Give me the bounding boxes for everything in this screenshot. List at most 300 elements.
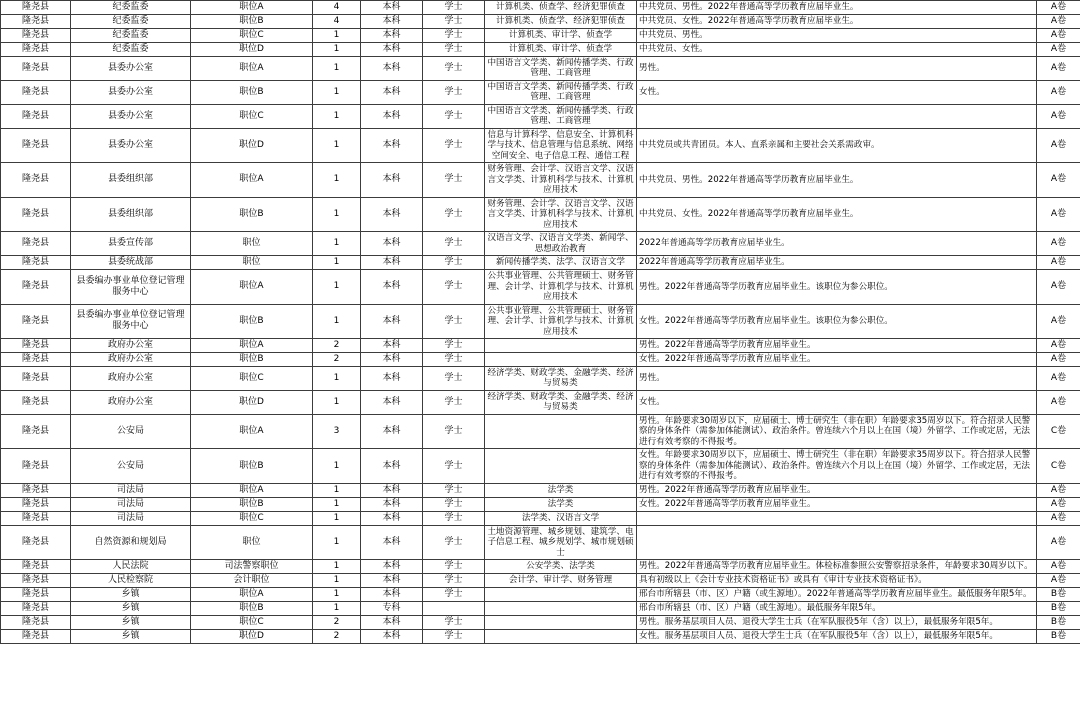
cell-conditions: 中共党员、男性。2022年普通高等学历教育应届毕业生。 — [637, 163, 1037, 197]
cell-majors: 经济学类、财政学类、金融学类、经济与贸易类 — [485, 366, 637, 390]
cell-unit: 纪委监委 — [71, 42, 191, 56]
cell-degree: 学士 — [423, 338, 485, 352]
table-row — [1, 574, 1080, 588]
cell-education: 本科 — [361, 414, 423, 448]
cell-degree: 学士 — [423, 104, 485, 128]
cell-unit: 公安局 — [71, 414, 191, 448]
cell-unit: 县委办公室 — [71, 128, 191, 162]
cell-position: 职位B — [191, 449, 313, 483]
cell-position: 职位A — [191, 270, 313, 304]
cell-paper-type: A卷 — [1037, 366, 1080, 390]
cell-count: 2 — [313, 616, 361, 630]
cell-majors — [485, 602, 637, 616]
cell-paper-type: A卷 — [1037, 483, 1080, 497]
cell-position: 职位A — [191, 414, 313, 448]
cell-conditions: 邢台市所辖县（市、区）户籍（或生源地）。2022年普通高等学历教育应届毕业生。最低服务年限5年。 — [637, 588, 1037, 602]
cell-position: 职位D — [191, 390, 313, 414]
cell-education: 本科 — [361, 497, 423, 511]
cell-unit: 自然资源和规划局 — [71, 525, 191, 559]
cell-position: 职位A — [191, 588, 313, 602]
cell-paper-type: A卷 — [1037, 338, 1080, 352]
table-row — [1, 366, 1080, 390]
cell-unit: 公安局 — [71, 449, 191, 483]
cell-county: 隆尧县 — [1, 270, 71, 304]
cell-count: 1 — [313, 128, 361, 162]
cell-conditions: 中共党员、女性。 — [637, 42, 1037, 56]
cell-county: 隆尧县 — [1, 449, 71, 483]
cell-county: 隆尧县 — [1, 574, 71, 588]
cell-county: 隆尧县 — [1, 80, 71, 104]
cell-education: 本科 — [361, 574, 423, 588]
cell-position: 职位B — [191, 497, 313, 511]
cell-unit: 政府办公室 — [71, 338, 191, 352]
cell-count: 1 — [313, 602, 361, 616]
table-row — [1, 525, 1080, 559]
cell-count: 2 — [313, 352, 361, 366]
cell-county: 隆尧县 — [1, 525, 71, 559]
cell-unit: 县委统战部 — [71, 256, 191, 270]
cell-education: 本科 — [361, 80, 423, 104]
cell-unit: 乡镇 — [71, 629, 191, 643]
cell-position: 职位D — [191, 42, 313, 56]
cell-majors: 中国语言文学类、新闻传播学类、行政管理、工商管理 — [485, 56, 637, 80]
cell-majors: 公共事业管理、公共管理硕士、财务管理、会计学、计算机学与技术、计算机应用技术 — [485, 270, 637, 304]
cell-paper-type: A卷 — [1037, 56, 1080, 80]
cell-degree: 学士 — [423, 256, 485, 270]
cell-education: 本科 — [361, 256, 423, 270]
table-row — [1, 616, 1080, 630]
cell-education: 本科 — [361, 128, 423, 162]
cell-unit: 人民检察院 — [71, 574, 191, 588]
table-row — [1, 28, 1080, 42]
cell-conditions: 女性。2022年普通高等学历教育应届毕业生。 — [637, 497, 1037, 511]
cell-position: 会计职位 — [191, 574, 313, 588]
cell-county: 隆尧县 — [1, 197, 71, 231]
cell-unit: 人民法院 — [71, 560, 191, 574]
cell-education: 本科 — [361, 449, 423, 483]
cell-degree: 学士 — [423, 588, 485, 602]
cell-majors — [485, 449, 637, 483]
cell-degree: 学士 — [423, 14, 485, 28]
cell-education: 本科 — [361, 270, 423, 304]
cell-paper-type: A卷 — [1037, 511, 1080, 525]
cell-county: 隆尧县 — [1, 588, 71, 602]
cell-degree: 学士 — [423, 483, 485, 497]
cell-conditions: 女性。 — [637, 80, 1037, 104]
cell-education: 本科 — [361, 232, 423, 256]
cell-degree: 学士 — [423, 56, 485, 80]
cell-unit: 司法局 — [71, 497, 191, 511]
cell-county: 隆尧县 — [1, 497, 71, 511]
table-row — [1, 629, 1080, 643]
cell-count: 1 — [313, 28, 361, 42]
cell-unit: 纪委监委 — [71, 14, 191, 28]
cell-count: 1 — [313, 80, 361, 104]
cell-count: 1 — [313, 42, 361, 56]
cell-count: 1 — [313, 511, 361, 525]
cell-position: 职位B — [191, 304, 313, 338]
cell-degree: 学士 — [423, 232, 485, 256]
cell-position: 职位A — [191, 483, 313, 497]
cell-unit: 县委办公室 — [71, 80, 191, 104]
table-row — [1, 352, 1080, 366]
cell-degree: 学士 — [423, 352, 485, 366]
cell-conditions: 男性。服务基层项目人员、退役大学生士兵（在军队服役5年（含）以上），最低服务年限5年。 — [637, 616, 1037, 630]
cell-county: 隆尧县 — [1, 163, 71, 197]
cell-majors: 法学类、汉语言文学 — [485, 511, 637, 525]
cell-education: 本科 — [361, 588, 423, 602]
cell-county: 隆尧县 — [1, 352, 71, 366]
cell-majors: 财务管理、会计学、汉语言文学、汉语言文学类、计算机科学与技术、计算机应用技术 — [485, 197, 637, 231]
cell-degree: 学士 — [423, 414, 485, 448]
cell-paper-type: A卷 — [1037, 304, 1080, 338]
cell-county: 隆尧县 — [1, 14, 71, 28]
table-row — [1, 256, 1080, 270]
cell-count: 1 — [313, 574, 361, 588]
cell-unit: 政府办公室 — [71, 390, 191, 414]
cell-county: 隆尧县 — [1, 511, 71, 525]
table-row — [1, 1, 1080, 15]
cell-count: 1 — [313, 588, 361, 602]
cell-majors: 汉语言文学、汉语言文学类、新闻学、思想政治教育 — [485, 232, 637, 256]
cell-count: 1 — [313, 270, 361, 304]
cell-county: 隆尧县 — [1, 1, 71, 15]
cell-count: 4 — [313, 14, 361, 28]
cell-conditions: 女性。 — [637, 390, 1037, 414]
table-row — [1, 449, 1080, 483]
cell-degree: 学士 — [423, 497, 485, 511]
cell-position: 职位C — [191, 616, 313, 630]
cell-majors: 中国语言文学类、新闻传播学类、行政管理、工商管理 — [485, 104, 637, 128]
cell-degree: 学士 — [423, 42, 485, 56]
cell-conditions: 中共党员或共青团员。本人、直系亲属和主要社会关系需政审。 — [637, 128, 1037, 162]
cell-education: 本科 — [361, 525, 423, 559]
cell-conditions: 2022年普通高等学历教育应届毕业生。 — [637, 256, 1037, 270]
cell-conditions — [637, 104, 1037, 128]
cell-paper-type: A卷 — [1037, 574, 1080, 588]
cell-unit: 县委组织部 — [71, 163, 191, 197]
cell-paper-type: A卷 — [1037, 232, 1080, 256]
cell-majors: 法学类 — [485, 483, 637, 497]
cell-education: 本科 — [361, 14, 423, 28]
cell-education: 本科 — [361, 616, 423, 630]
table-row — [1, 588, 1080, 602]
cell-conditions: 男性。 — [637, 366, 1037, 390]
cell-paper-type: A卷 — [1037, 128, 1080, 162]
table-row — [1, 104, 1080, 128]
cell-paper-type: A卷 — [1037, 197, 1080, 231]
cell-unit: 政府办公室 — [71, 366, 191, 390]
cell-majors — [485, 629, 637, 643]
table-row — [1, 56, 1080, 80]
cell-education: 本科 — [361, 28, 423, 42]
cell-county: 隆尧县 — [1, 42, 71, 56]
cell-count: 1 — [313, 104, 361, 128]
cell-unit: 县委编办事业单位登记管理服务中心 — [71, 270, 191, 304]
cell-majors: 经济学类、财政学类、金融学类、经济与贸易类 — [485, 390, 637, 414]
cell-conditions: 男性。2022年普通高等学历教育应届毕业生。 — [637, 483, 1037, 497]
cell-education: 本科 — [361, 163, 423, 197]
cell-position: 职位D — [191, 128, 313, 162]
cell-majors: 法学类 — [485, 497, 637, 511]
cell-county: 隆尧县 — [1, 56, 71, 80]
cell-count: 1 — [313, 497, 361, 511]
cell-paper-type: A卷 — [1037, 104, 1080, 128]
cell-education: 本科 — [361, 104, 423, 128]
cell-position: 职位 — [191, 232, 313, 256]
cell-unit: 县委办公室 — [71, 56, 191, 80]
cell-position: 职位 — [191, 525, 313, 559]
cell-majors: 财务管理、会计学、汉语言文学、汉语言文学类、计算机科学与技术、计算机应用技术 — [485, 163, 637, 197]
cell-paper-type: A卷 — [1037, 390, 1080, 414]
cell-county: 隆尧县 — [1, 602, 71, 616]
cell-county: 隆尧县 — [1, 560, 71, 574]
cell-position: 职位A — [191, 338, 313, 352]
cell-degree: 学士 — [423, 525, 485, 559]
cell-position: 职位C — [191, 511, 313, 525]
table-row — [1, 483, 1080, 497]
cell-majors: 公共事业管理、公共管理硕士、财务管理、会计学、计算机学与技术、计算机应用技术 — [485, 304, 637, 338]
cell-position: 职位C — [191, 366, 313, 390]
cell-degree: 学士 — [423, 80, 485, 104]
cell-unit: 司法局 — [71, 483, 191, 497]
cell-majors: 中国语言文学类、新闻传播学类、行政管理、工商管理 — [485, 80, 637, 104]
cell-paper-type: A卷 — [1037, 497, 1080, 511]
cell-degree: 学士 — [423, 511, 485, 525]
table-row — [1, 511, 1080, 525]
cell-county: 隆尧县 — [1, 304, 71, 338]
table-row — [1, 338, 1080, 352]
cell-unit: 县委组织部 — [71, 197, 191, 231]
table-row — [1, 197, 1080, 231]
cell-position: 职位B — [191, 80, 313, 104]
cell-count: 3 — [313, 414, 361, 448]
table-row — [1, 390, 1080, 414]
cell-majors — [485, 588, 637, 602]
cell-majors: 计算机类、侦查学、经济犯罪侦查 — [485, 1, 637, 15]
cell-paper-type: A卷 — [1037, 80, 1080, 104]
cell-conditions: 男性。2022年普通高等学历教育应届毕业生。该职位为参公职位。 — [637, 270, 1037, 304]
cell-count: 1 — [313, 163, 361, 197]
cell-unit: 县委办公室 — [71, 104, 191, 128]
cell-conditions: 邢台市所辖县（市、区）户籍（或生源地）。最低服务年限5年。 — [637, 602, 1037, 616]
cell-conditions: 男性。 — [637, 56, 1037, 80]
cell-degree: 学士 — [423, 1, 485, 15]
cell-county: 隆尧县 — [1, 414, 71, 448]
cell-degree: 学士 — [423, 574, 485, 588]
cell-conditions: 女性。2022年普通高等学历教育应届毕业生。该职位为参公职位。 — [637, 304, 1037, 338]
cell-degree: 学士 — [423, 304, 485, 338]
cell-count: 1 — [313, 232, 361, 256]
cell-degree: 学士 — [423, 449, 485, 483]
cell-majors: 土地资源管理、城乡规划、建筑学、电子信息工程、城乡规划学、城市规划硕士 — [485, 525, 637, 559]
cell-paper-type: A卷 — [1037, 42, 1080, 56]
cell-count: 1 — [313, 56, 361, 80]
cell-position: 职位B — [191, 197, 313, 231]
cell-paper-type: C卷 — [1037, 414, 1080, 448]
cell-position: 司法警察职位 — [191, 560, 313, 574]
cell-unit: 县委编办事业单位登记管理服务中心 — [71, 304, 191, 338]
cell-paper-type: B卷 — [1037, 602, 1080, 616]
cell-paper-type: A卷 — [1037, 256, 1080, 270]
cell-paper-type: B卷 — [1037, 588, 1080, 602]
cell-position: 职位B — [191, 602, 313, 616]
cell-county: 隆尧县 — [1, 366, 71, 390]
table-row — [1, 414, 1080, 448]
cell-conditions: 女性。2022年普通高等学历教育应届毕业生。 — [637, 352, 1037, 366]
cell-conditions: 具有初级以上《会计专业技术资格证书》或具有《审计专业技术资格证书》。 — [637, 574, 1037, 588]
cell-conditions: 女性。年龄要求30周岁以下，应届硕士、博士研究生（非在职）年龄要求35周岁以下。符合招录人民警察的身体条件（需参加体能测试）、政治条件。曾连续六个月以上在国（境）外留学、工作或定居，无法进行有效考察的不得报考。 — [637, 449, 1037, 483]
cell-majors: 计算机类、侦查学、经济犯罪侦查 — [485, 14, 637, 28]
cell-paper-type: A卷 — [1037, 560, 1080, 574]
cell-majors — [485, 616, 637, 630]
cell-conditions: 女性。服务基层项目人员、退役大学生士兵（在军队服役5年（含）以上），最低服务年限5年。 — [637, 629, 1037, 643]
table-row — [1, 163, 1080, 197]
cell-position: 职位C — [191, 104, 313, 128]
cell-degree: 学士 — [423, 270, 485, 304]
cell-education: 本科 — [361, 483, 423, 497]
cell-majors: 公安学类、法学类 — [485, 560, 637, 574]
cell-unit: 纪委监委 — [71, 1, 191, 15]
cell-education: 本科 — [361, 560, 423, 574]
cell-unit: 乡镇 — [71, 602, 191, 616]
cell-unit: 乡镇 — [71, 588, 191, 602]
cell-conditions: 中共党员、男性。2022年普通高等学历教育应届毕业生。 — [637, 1, 1037, 15]
cell-degree: 学士 — [423, 390, 485, 414]
cell-majors: 计算机类、审计学、侦查学 — [485, 28, 637, 42]
cell-education: 本科 — [361, 511, 423, 525]
cell-count: 4 — [313, 1, 361, 15]
cell-unit: 政府办公室 — [71, 352, 191, 366]
cell-unit: 县委宣传部 — [71, 232, 191, 256]
cell-count: 1 — [313, 197, 361, 231]
cell-paper-type: A卷 — [1037, 1, 1080, 15]
table-row — [1, 602, 1080, 616]
cell-paper-type: B卷 — [1037, 629, 1080, 643]
cell-conditions: 男性。年龄要求30周岁以下，应届硕士、博士研究生（非在职）年龄要求35周岁以下。符合招录人民警察的身体条件（需参加体能测试）、政治条件。曾连续六个月以上在国（境）外留学、工作或定居，无法进行有效考察的不得报考。 — [637, 414, 1037, 448]
cell-conditions: 中共党员、女性。2022年普通高等学历教育应届毕业生。 — [637, 197, 1037, 231]
table-row — [1, 42, 1080, 56]
cell-conditions — [637, 525, 1037, 559]
cell-position: 职位D — [191, 629, 313, 643]
cell-conditions: 中共党员、女性。2022年普通高等学历教育应届毕业生。 — [637, 14, 1037, 28]
cell-conditions: 中共党员、男性。 — [637, 28, 1037, 42]
cell-education: 本科 — [361, 366, 423, 390]
cell-paper-type: B卷 — [1037, 616, 1080, 630]
cell-count: 1 — [313, 366, 361, 390]
table-row — [1, 497, 1080, 511]
cell-county: 隆尧县 — [1, 28, 71, 42]
cell-county: 隆尧县 — [1, 390, 71, 414]
cell-majors: 新闻传播学类、法学、汉语言文学 — [485, 256, 637, 270]
cell-paper-type: A卷 — [1037, 14, 1080, 28]
cell-position: 职位B — [191, 14, 313, 28]
cell-count: 1 — [313, 390, 361, 414]
cell-count: 1 — [313, 449, 361, 483]
cell-position: 职位 — [191, 256, 313, 270]
cell-education: 本科 — [361, 42, 423, 56]
cell-degree: 学士 — [423, 560, 485, 574]
cell-paper-type: A卷 — [1037, 28, 1080, 42]
cell-position: 职位A — [191, 163, 313, 197]
cell-conditions — [637, 511, 1037, 525]
cell-position: 职位A — [191, 56, 313, 80]
cell-county: 隆尧县 — [1, 232, 71, 256]
cell-county: 隆尧县 — [1, 616, 71, 630]
cell-education: 本科 — [361, 629, 423, 643]
cell-count: 1 — [313, 525, 361, 559]
cell-education: 本科 — [361, 304, 423, 338]
cell-position: 职位A — [191, 1, 313, 15]
cell-paper-type: A卷 — [1037, 163, 1080, 197]
cell-paper-type: A卷 — [1037, 352, 1080, 366]
cell-unit: 司法局 — [71, 511, 191, 525]
table-row — [1, 14, 1080, 28]
cell-degree: 学士 — [423, 616, 485, 630]
cell-education: 本科 — [361, 197, 423, 231]
cell-count: 2 — [313, 629, 361, 643]
table-row — [1, 232, 1080, 256]
cell-education: 本科 — [361, 338, 423, 352]
cell-position: 职位C — [191, 28, 313, 42]
cell-conditions: 2022年普通高等学历教育应届毕业生。 — [637, 232, 1037, 256]
cell-degree: 学士 — [423, 629, 485, 643]
cell-majors: 会计学、审计学、财务管理 — [485, 574, 637, 588]
cell-education: 专科 — [361, 602, 423, 616]
table-row — [1, 560, 1080, 574]
cell-paper-type: C卷 — [1037, 449, 1080, 483]
cell-conditions: 男性。2022年普通高等学历教育应届毕业生。 — [637, 338, 1037, 352]
cell-majors: 计算机类、审计学、侦查学 — [485, 42, 637, 56]
cell-degree: 学士 — [423, 366, 485, 390]
cell-county: 隆尧县 — [1, 256, 71, 270]
cell-county: 隆尧县 — [1, 338, 71, 352]
cell-paper-type: A卷 — [1037, 270, 1080, 304]
cell-majors: 信息与计算科学、信息安全、计算机科学与技术、信息管理与信息系统、网络空间安全、电子信息工程、通信工程 — [485, 128, 637, 162]
cell-county: 隆尧县 — [1, 128, 71, 162]
table-row — [1, 270, 1080, 304]
table-row — [1, 80, 1080, 104]
cell-count: 1 — [313, 304, 361, 338]
table-row — [1, 128, 1080, 162]
cell-degree — [423, 602, 485, 616]
cell-county: 隆尧县 — [1, 483, 71, 497]
cell-position: 职位B — [191, 352, 313, 366]
cell-county: 隆尧县 — [1, 104, 71, 128]
cell-paper-type: A卷 — [1037, 525, 1080, 559]
cell-degree: 学士 — [423, 163, 485, 197]
cell-education: 本科 — [361, 352, 423, 366]
cell-degree: 学士 — [423, 197, 485, 231]
cell-count: 2 — [313, 338, 361, 352]
cell-conditions: 男性。2022年普通高等学历教育应届毕业生。体检标准参照公安警察招录条件，年龄要求30周岁以下。 — [637, 560, 1037, 574]
cell-majors — [485, 338, 637, 352]
cell-degree: 学士 — [423, 28, 485, 42]
cell-education: 本科 — [361, 1, 423, 15]
cell-education: 本科 — [361, 56, 423, 80]
cell-county: 隆尧县 — [1, 629, 71, 643]
cell-unit: 纪委监委 — [71, 28, 191, 42]
cell-degree: 学士 — [423, 128, 485, 162]
cell-count: 1 — [313, 560, 361, 574]
cell-unit: 乡镇 — [71, 616, 191, 630]
cell-majors — [485, 352, 637, 366]
table-row — [1, 304, 1080, 338]
cell-majors — [485, 414, 637, 448]
cell-count: 1 — [313, 256, 361, 270]
cell-education: 本科 — [361, 390, 423, 414]
cell-count: 1 — [313, 483, 361, 497]
